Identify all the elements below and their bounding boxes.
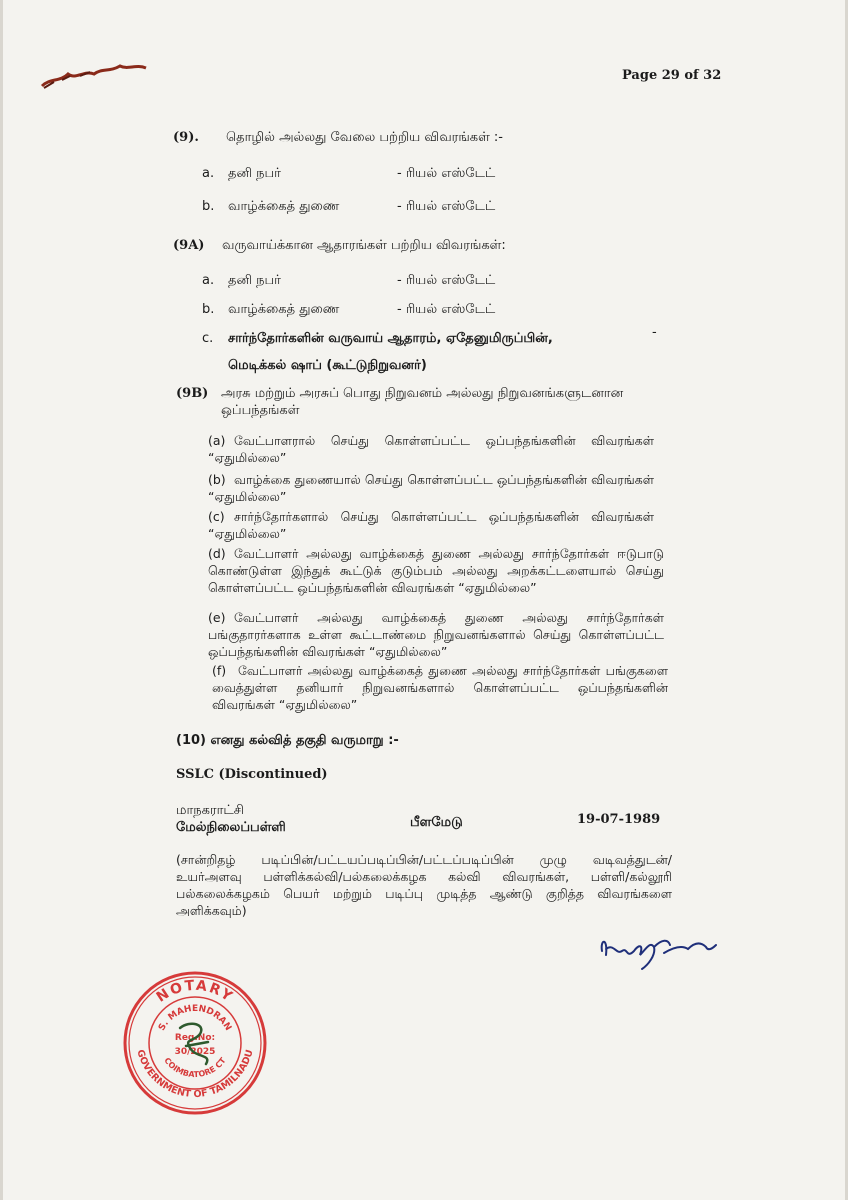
s9a-item-a-name: தனி நபர் [228, 273, 281, 288]
qualification: SSLC (Discontinued) [176, 767, 328, 782]
s9b-item-b [208, 471, 654, 505]
s9b-item-a [208, 432, 654, 466]
s9-item-a-label: a. [202, 166, 215, 181]
svg-text:NOTARY [154, 978, 237, 1006]
s9b-item-e [208, 609, 664, 660]
stamp-title: NOTARY [153, 977, 237, 1006]
notary-stamp [120, 968, 270, 1118]
svg-text:S. MAHENDRAN [157, 1004, 233, 1033]
education-note: (சான்றிதழ் படிப்பின்/பட்டயப்படிப்பின்/பட்டப்படிப்பின் முழு வடிவத்துடன்/ உயர்அளவு பள்ளிக்கல்வி/பல்கலைக்கழக கல்வி விவரங்கள், பள்ளி/கல்லூரி பல்கலைக்கழகம் பெயர் மற்றும் படிப்பு முடித்த ஆண்டு குறித்த விவரங்களை அளிக்கவும்) [176, 852, 672, 918]
corner-ink-mark [40, 58, 150, 94]
stamp-initials-mark [180, 1024, 208, 1064]
page-number: Page 29 of 32 [622, 68, 722, 83]
stamp-government: GOVERNMENT OF TAMILNADU [134, 1048, 256, 1101]
s9b-item-b-label: (b) [208, 472, 226, 487]
stamp-reg-year: 30/2025 [174, 1047, 216, 1057]
section-10-heading: (10) எனது கல்வித் தகுதி வருமாறு :- [176, 733, 399, 748]
s9-item-a-name: தனி நபர் [228, 166, 281, 181]
s9b-item-b-text: வாழ்க்கை துணையால் செய்து கொள்ளப்பட்ட ஒப்பந்தங்களின் விவரங்கள் “ஏதுமில்லை” [208, 472, 654, 504]
section-9-heading: தொழில் அல்லது வேலை பற்றிய விவரங்கள் :- [226, 130, 503, 145]
s9a-item-c-label: c. [202, 331, 214, 346]
s9b-item-d-label: (d) [208, 546, 226, 561]
s9a-item-c-name: சார்ந்தோர்களின் வருவாய் ஆதாரம், ஏதேனுமிருப்பின், [228, 331, 553, 346]
s9a-item-c-continuation: மெடிக்கல் ஷாப் (கூட்டுநிறுவனர்) [228, 358, 427, 373]
section-9b-number: (9B) [176, 386, 209, 401]
section-9a-heading: வருவாய்க்கான ஆதாரங்கள் பற்றிய விவரங்கள்: [222, 238, 506, 253]
s9a-item-c-value: - [652, 325, 657, 340]
completion-date: 19-07-1989 [577, 812, 661, 827]
stamp-reg-label: Reg.No: [174, 1033, 216, 1043]
s9-item-a-value: - ரியல் எஸ்டேட் [397, 166, 496, 181]
s9b-item-d [208, 545, 664, 596]
stamp-city: COIMBATORE CT [162, 1055, 228, 1080]
svg-text:COIMBATORE CT [162, 1056, 228, 1080]
s9a-item-b-name: வாழ்க்கைத் துணை [228, 302, 340, 317]
s9a-item-b-label: b. [202, 302, 215, 317]
section-9b-heading-line2: ஒப்பந்தங்கள் [221, 403, 300, 418]
s9-item-b-name: வாழ்க்கைத் துணை [228, 199, 340, 214]
s9b-item-a-text: வேட்பாளரால் செய்து கொள்ளப்பட்ட ஒப்பந்தங்களின் விவரங்கள் “ஏதுமில்லை” [208, 433, 654, 465]
stamp-name: S. MAHENDRAN [157, 1004, 233, 1033]
section-9a-number: (9A) [173, 238, 205, 253]
s9a-item-a-value: - ரியல் எஸ்டேட் [397, 273, 496, 288]
s9a-item-a-label: a. [202, 273, 215, 288]
school-line2: மேல்நிலைப்பள்ளி [176, 820, 286, 835]
s9b-item-e-text: வேட்பாளர் அல்லது வாழ்க்கைத் துணை அல்லது சார்ந்தோர்கள் பங்குதாரர்களாக உள்ள கூட்டாண்மை நிறுவனங்களால் செய்து கொள்ளப்பட்ட ஒப்பந்தங்களின் விவரங்கள் “ஏதுமில்லை” [208, 610, 664, 659]
s9b-item-f-label: (f) [212, 663, 227, 678]
s9b-item-f [212, 662, 668, 713]
s9b-item-e-label: (e) [208, 610, 226, 625]
s9a-item-b-value: - ரியல் எஸ்டேட் [397, 302, 496, 317]
section-9b-heading-line1: அரசு மற்றும் அரசுப் பொது நிறுவனம் அல்லது நிறுவனங்களுடனான [221, 386, 624, 401]
s9-item-b-value: - ரியல் எஸ்டேட் [397, 199, 496, 214]
s9b-item-c [208, 508, 654, 542]
page-left-edge [0, 0, 3, 1200]
s9b-item-c-label: (c) [208, 509, 225, 524]
signature-image [590, 925, 720, 975]
s9-item-b-label: b. [202, 199, 215, 214]
s9b-item-a-label: (a) [208, 433, 226, 448]
section-9-number: (9). [173, 130, 199, 145]
s9b-item-d-text: வேட்பாளர் அல்லது வாழ்க்கைத் துணை அல்லது சார்ந்தோர்கள் ஈடுபாடு கொண்டுள்ள இந்துக் கூட்டுக் குடும்பம் அல்லது அறக்கட்டளையால் செய்து கொள்ளப்பட்ட ஒப்பந்தங்களின் விவரங்கள் “ஏதுமில்லை” [208, 546, 664, 595]
s9b-item-c-text: சார்ந்தோர்களால் செய்து கொள்ளப்பட்ட ஒப்பந்தங்களின் விவரங்கள் “ஏதுமில்லை” [208, 509, 654, 541]
s9b-item-f-text: வேட்பாளர் அல்லது வாழ்க்கைத் துணை அல்லது சார்ந்தோர்கள் பங்குகளை வைத்துள்ள தனியார் நிறுவனங்களால் கொள்ளப்பட்ட ஒப்பந்தங்களின் விவரங்கள் “ஏதுமில்லை” [212, 663, 668, 712]
school-line1: மாநகராட்சி [176, 803, 244, 818]
school-place: பீளமேடு [410, 815, 463, 830]
